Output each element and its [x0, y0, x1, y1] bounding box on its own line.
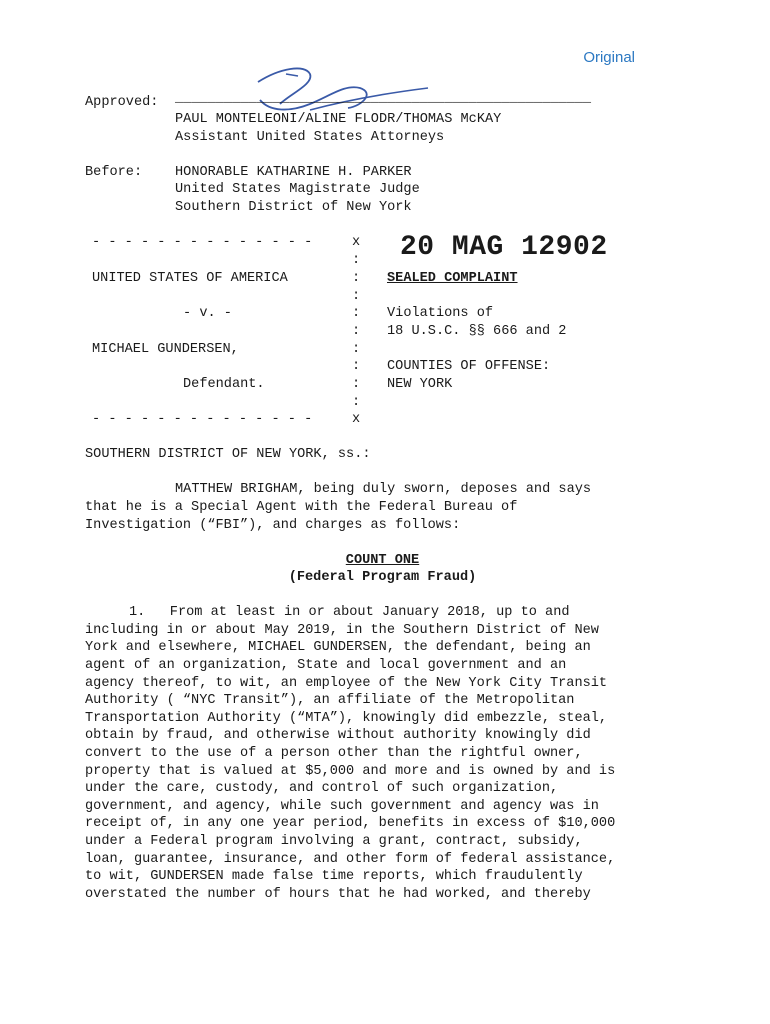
paragraph-line: loan, guarantee, insurance, and other form of federal assistance,: [85, 852, 616, 867]
paragraph-line: obtain by fraud, and otherwise without authority knowingly did: [85, 728, 591, 743]
caption-top-x: x: [352, 235, 361, 250]
caption-colon: :: [352, 306, 361, 321]
caption-colon: :: [352, 289, 361, 304]
signature-line: ___________________________________________________: [175, 91, 592, 106]
caption-colon: :: [352, 377, 361, 392]
intro-line: Investigation (“FBI”), and charges as follows:: [85, 518, 461, 533]
caption-colon: :: [352, 253, 361, 268]
defendant-name: MICHAEL GUNDERSEN,: [92, 342, 239, 357]
paragraph-line: agent of an organization, State and local government and an: [85, 658, 567, 673]
paragraph-line: including in or about May 2019, in the Southern District of New: [85, 623, 599, 638]
venue-line: SOUTHERN DISTRICT OF NEW YORK, ss.:: [85, 447, 371, 462]
original-stamp: Original: [583, 49, 635, 66]
caption-top-dashes: - - - - - - - - - - - - - -: [92, 235, 313, 250]
paragraph-line: agency thereof, to wit, an employee of the New York City Transit: [85, 676, 608, 691]
caption-bottom-dashes: - - - - - - - - - - - - - -: [92, 412, 313, 427]
caption-colon: :: [352, 271, 361, 286]
intro-line: MATTHEW BRIGHAM, being duly sworn, deposes and says: [175, 482, 592, 497]
paragraph-line: 1. From at least in or about January 2018, up to and: [129, 605, 570, 620]
before-label: Before:: [85, 165, 143, 180]
violations-line-1: Violations of: [387, 306, 494, 321]
paragraph-line: York and elsewhere, MICHAEL GUNDERSEN, the defendant, being an: [85, 640, 591, 655]
violations-line-2: 18 U.S.C. §§ 666 and 2: [387, 324, 567, 339]
judge-title: United States Magistrate Judge: [175, 182, 420, 197]
intro-line: that he is a Special Agent with the Federal Bureau of: [85, 500, 518, 515]
versus: - v. -: [183, 306, 232, 321]
count-title: COUNT ONE: [345, 553, 420, 568]
document-type: SEALED COMPLAINT: [387, 271, 518, 286]
paragraph-line: overstated the number of hours that he had worked, and thereby: [85, 887, 591, 902]
defendant-label: Defendant.: [183, 377, 265, 392]
paragraph-line: property that is valued at $5,000 and more and is owned by and is: [85, 764, 616, 779]
paragraph-line: Transportation Authority (“MTA”), knowingly did embezzle, steal,: [85, 711, 608, 726]
case-number: 20 MAG 12902: [400, 232, 608, 263]
paragraph-line: Authority ( “NYC Transit”), an affiliate of the Metropolitan: [85, 693, 575, 708]
judge-name: HONORABLE KATHARINE H. PARKER: [175, 165, 412, 180]
paragraph-line: government, and agency, while such government and agency was in: [85, 799, 599, 814]
caption-colon: :: [352, 324, 361, 339]
caption-colon: :: [352, 342, 361, 357]
counties-label: COUNTIES OF OFFENSE:: [387, 359, 551, 374]
attorney-title: Assistant United States Attorneys: [175, 130, 445, 145]
judge-district: Southern District of New York: [175, 200, 412, 215]
paragraph-line: receipt of, in any one year period, benefits in excess of $10,000: [85, 816, 616, 831]
caption-bottom-x: x: [352, 412, 361, 427]
paragraph-line: convert to the use of a person other than the rightful owner,: [85, 746, 583, 761]
count-subtitle: (Federal Program Fraud): [288, 570, 477, 585]
paragraph-line: under the care, custody, and control of such organization,: [85, 781, 559, 796]
caption-colon: :: [352, 359, 361, 374]
attorney-names: PAUL MONTELEONI/ALINE FLODR/THOMAS McKAY: [175, 112, 502, 127]
paragraph-line: under a Federal program involving a grant, contract, subsidy,: [85, 834, 583, 849]
approved-label: Approved:: [85, 95, 159, 110]
paragraph-line: to wit, GUNDERSEN made false time reports, which fraudulently: [85, 869, 583, 884]
plaintiff-name: UNITED STATES OF AMERICA: [92, 271, 288, 286]
caption-colon: :: [352, 395, 361, 410]
counties-value: NEW YORK: [387, 377, 453, 392]
